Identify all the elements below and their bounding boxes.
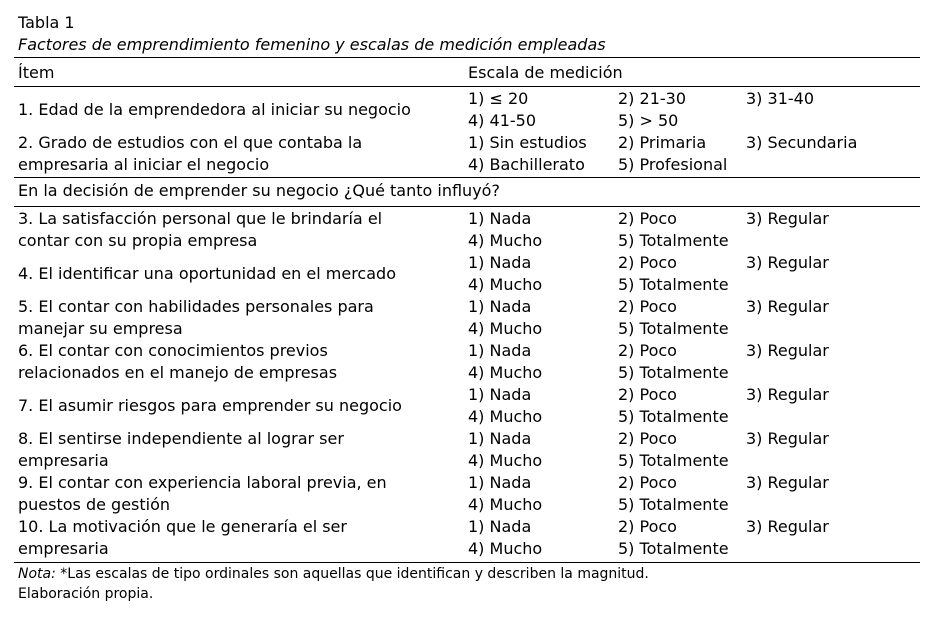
note-source: Elaboración propia. [18,586,154,602]
header-rule [14,86,920,87]
item-text-10-1: empresaria [18,539,109,558]
top-rule [14,57,920,58]
scale-option-3-1-1: 5) Totalmente [618,231,729,250]
scale-option-8-0-2: 3) Regular [746,429,829,448]
scale-option-9-0-1: 2) Poco [618,473,677,492]
scale-option-1-1-1: 5) > 50 [618,111,679,130]
scale-option-4-0-2: 3) Regular [746,253,829,272]
scale-option-9-0-2: 3) Regular [746,473,829,492]
scale-option-2-1-0: 4) Bachillerato [468,155,585,174]
item-text-9-0: 9. El contar con experiencia laboral previa, en [18,473,387,492]
scale-option-8-0-0: 1) Nada [468,429,532,448]
scale-option-2-0-2: 3) Secundaria [746,133,858,152]
scale-option-2-0-1: 2) Primaria [618,133,707,152]
scale-option-10-0-0: 1) Nada [468,517,532,536]
scale-option-10-0-2: 3) Regular [746,517,829,536]
scale-option-7-1-0: 4) Mucho [468,407,543,426]
section-heading: En la decisión de emprender su negocio ¿Qué tanto influyó? [18,181,500,200]
scale-option-4-0-1: 2) Poco [618,253,677,272]
scale-option-4-1-0: 4) Mucho [468,275,543,294]
scale-option-1-0-1: 2) 21-30 [618,89,686,108]
scale-option-3-0-0: 1) Nada [468,209,532,228]
scale-option-6-1-1: 5) Totalmente [618,363,729,382]
scale-option-7-0-2: 3) Regular [746,385,829,404]
scale-option-9-1-1: 5) Totalmente [618,495,729,514]
scale-option-2-0-0: 1) Sin estudios [468,133,587,152]
item-text-8-0: 8. El sentirse independiente al lograr ser [18,429,344,448]
scale-option-9-0-0: 1) Nada [468,473,532,492]
item-text-6-0: 6. El contar con conocimientos previos [18,341,328,360]
scale-option-4-0-0: 1) Nada [468,253,532,272]
scale-option-9-1-0: 4) Mucho [468,495,543,514]
scale-option-5-1-1: 5) Totalmente [618,319,729,338]
scale-option-4-1-1: 5) Totalmente [618,275,729,294]
section-rule-top [14,177,920,178]
item-text-3-0: 3. La satisfacción personal que le brindaría el [18,209,383,228]
scale-option-7-1-1: 5) Totalmente [618,407,729,426]
table-label: Tabla 1 [18,13,75,32]
scale-option-8-0-1: 2) Poco [618,429,677,448]
scale-option-2-1-1: 5) Profesional [618,155,728,174]
scale-option-10-0-1: 2) Poco [618,517,677,536]
scale-option-3-1-0: 4) Mucho [468,231,543,250]
scale-option-7-0-1: 2) Poco [618,385,677,404]
header-item: Ítem [18,63,55,82]
scale-option-6-0-2: 3) Regular [746,341,829,360]
scale-option-1-0-0: 1) ≤ 20 [468,89,529,108]
scale-option-5-0-2: 3) Regular [746,297,829,316]
item-text-3-1: contar con su propia empresa [18,231,258,250]
item-text-2-1: empresaria al iniciar el negocio [18,155,270,174]
scale-option-1-0-2: 3) 31-40 [746,89,814,108]
scale-option-1-1-0: 4) 41-50 [468,111,536,130]
table-note [18,564,649,584]
scale-option-6-0-0: 1) Nada [468,341,532,360]
scale-option-8-1-1: 5) Totalmente [618,451,729,470]
scale-option-3-0-2: 3) Regular [746,209,829,228]
scale-option-10-1-1: 5) Totalmente [618,539,729,558]
scale-option-6-0-1: 2) Poco [618,341,677,360]
item-text-7-0: 7. El asumir riesgos para emprender su negocio [18,396,402,415]
item-text-5-1: manejar su empresa [18,319,183,338]
scale-option-3-0-1: 2) Poco [618,209,677,228]
note-text: *Las escalas de tipo ordinales son aquellas que identifican y describen la magnitud. [55,566,649,582]
item-text-9-1: puestos de gestión [18,495,171,514]
item-text-5-0: 5. El contar con habilidades personales para [18,297,374,316]
scale-option-6-1-0: 4) Mucho [468,363,543,382]
table-title: Factores de emprendimiento femenino y escalas de medición empleadas [18,35,606,54]
section-rule-bottom [14,206,920,207]
header-scale: Escala de medición [468,63,623,82]
scale-option-5-0-0: 1) Nada [468,297,532,316]
bottom-rule [14,562,920,563]
scale-option-8-1-0: 4) Mucho [468,451,543,470]
item-text-2-0: 2. Grado de estudios con el que contaba la [18,133,363,152]
item-text-4-0: 4. El identificar una oportunidad en el mercado [18,264,396,283]
item-text-8-1: empresaria [18,451,109,470]
item-text-1-0: 1. Edad de la emprendedora al iniciar su negocio [18,100,411,119]
scale-option-10-1-0: 4) Mucho [468,539,543,558]
item-text-6-1: relacionados en el manejo de empresas [18,363,338,382]
scale-option-7-0-0: 1) Nada [468,385,532,404]
scale-option-5-1-0: 4) Mucho [468,319,543,338]
item-text-10-0: 10. La motivación que le generaría el ser [18,517,347,536]
note-label: Nota: [18,566,56,582]
scale-option-5-0-1: 2) Poco [618,297,677,316]
